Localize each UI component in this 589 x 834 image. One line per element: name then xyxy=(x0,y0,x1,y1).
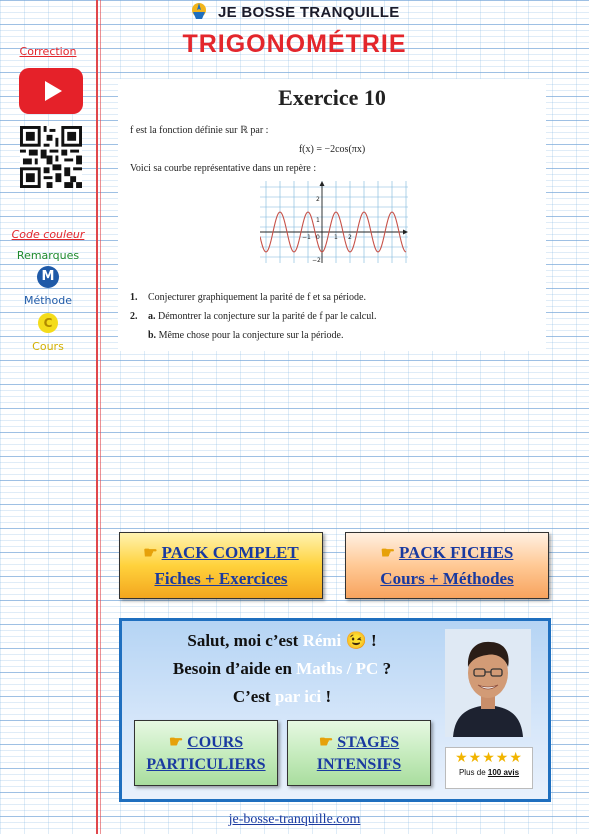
rating-badge[interactable] xyxy=(445,747,533,789)
stages-intensifs-button[interactable]: ☛ STAGES INTENSIFS xyxy=(287,720,431,786)
cours-label: Cours xyxy=(32,340,64,353)
tick-x-0: 0 xyxy=(316,234,320,241)
question-2a: 2. a. Démontrer la conjecture sur la parité de f par le calcul. xyxy=(130,311,377,322)
exercise-intro: f est la fonction définie sur ℝ par : xyxy=(130,125,269,136)
methode-label: Méthode xyxy=(23,294,73,307)
brand-header[interactable] xyxy=(0,2,589,24)
remarques-label: Remarques xyxy=(16,249,80,262)
pointing-hand-icon: ☛ xyxy=(380,545,395,562)
pointing-hand-icon: ☛ xyxy=(318,734,334,751)
y-axis-arrow xyxy=(320,181,325,186)
tutor-avatar xyxy=(445,629,531,737)
margin-line-secondary xyxy=(100,0,101,834)
star-rating-icon: ★★★★★ xyxy=(455,751,523,766)
brand-name: JE BOSSE TRANQUILLE xyxy=(217,3,400,21)
promo-greeting: Salut, moi c’est Rémi 😉 ! xyxy=(187,631,377,650)
tick-x-minus-1: −1 xyxy=(302,234,311,241)
x-axis-arrow xyxy=(403,230,408,235)
code-couleur-label: Code couleur xyxy=(11,228,85,241)
youtube-button[interactable] xyxy=(19,68,83,114)
pointing-hand-icon: ☛ xyxy=(168,734,184,751)
cours-particuliers-button[interactable]: ☛ COURS PARTICULIERS xyxy=(134,720,278,786)
graph-grid xyxy=(260,181,408,263)
question-2b: b. Même chose pour la conjecture sur la période. xyxy=(148,330,344,341)
page-title: TRIGONOMÉTRIE xyxy=(182,30,407,58)
footer-link[interactable]: je-bosse-tranquille.com xyxy=(228,812,361,827)
exercise-formula: f(x) = −2cos(πx) xyxy=(298,144,366,155)
cosine-graph xyxy=(260,181,408,263)
question-1: 1. Conjecturer graphiquement la parité de f et sa période. xyxy=(130,292,366,303)
methode-icon: M xyxy=(37,266,59,288)
reviews-text: Plus de 100 avis xyxy=(458,768,520,777)
promo-box xyxy=(119,618,551,802)
exercise-curve-text: Voici sa courbe représentative dans un repère : xyxy=(130,163,317,174)
tick-x-1: 1 xyxy=(334,234,338,241)
tick-x-2: 2 xyxy=(348,234,352,241)
pack-complet-button[interactable]: ☛ PACK COMPLET Fiches + Exercices xyxy=(119,532,323,599)
tick-y-1: 1 xyxy=(316,217,320,224)
tick-y-minus-2: −2 xyxy=(312,257,321,263)
correction-label: Correction xyxy=(19,45,77,58)
exercise-card xyxy=(118,79,546,351)
play-icon xyxy=(45,81,62,101)
brand-logo-icon xyxy=(189,2,209,24)
qr-code[interactable] xyxy=(20,126,82,188)
cours-icon: C xyxy=(38,313,58,333)
margin-line xyxy=(96,0,98,834)
promo-help: Besoin d’aide en Maths / PC ? xyxy=(172,659,392,678)
promo-link-line[interactable]: C’est par ici ! xyxy=(232,687,332,706)
pack-fiches-button[interactable]: ☛ PACK FICHES Cours + Méthodes xyxy=(345,532,549,599)
exercise-title: Exercice 10 xyxy=(278,85,386,110)
tick-y-2: 2 xyxy=(316,196,320,203)
pointing-hand-icon: ☛ xyxy=(143,545,158,562)
